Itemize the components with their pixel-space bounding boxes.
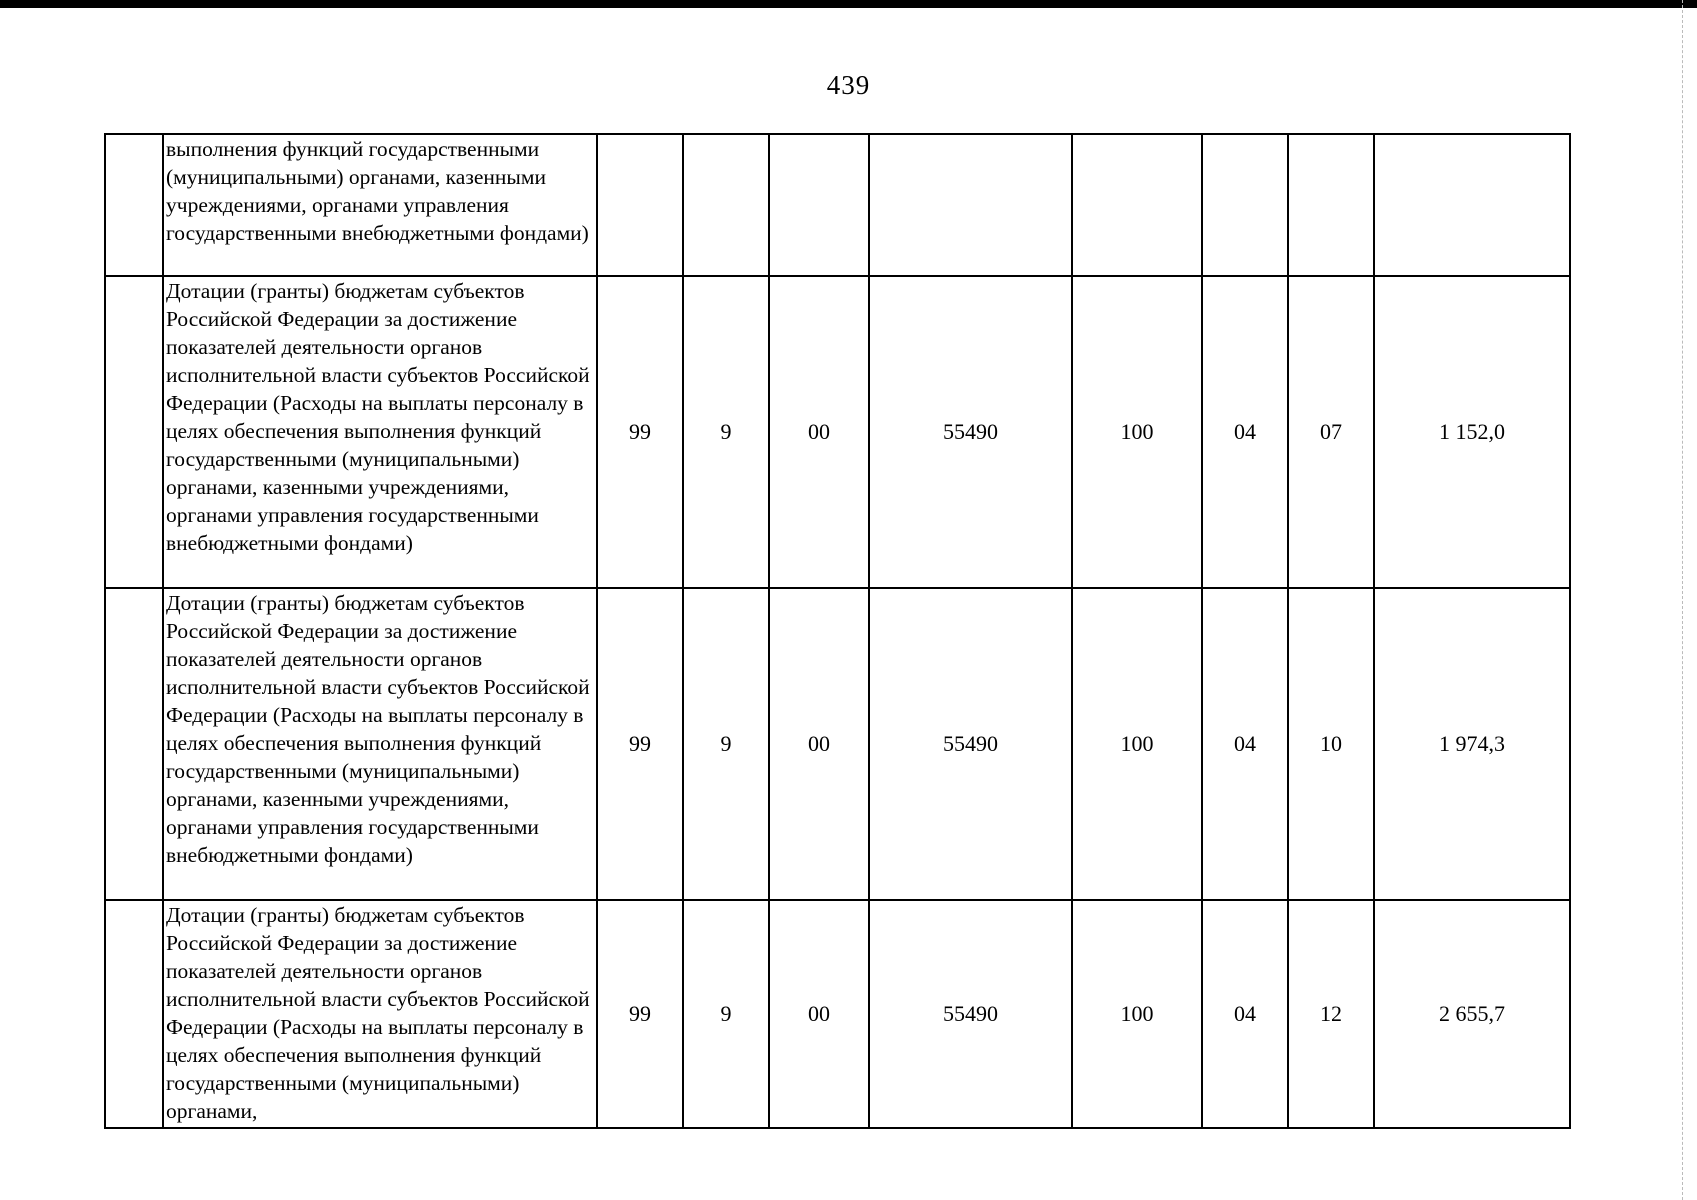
description-cell: выполнения функций государственными (муниципальными) органами, казенными учреждениями, органами управления государственными внебюджетными фондами) (163, 134, 597, 276)
subprogram-code-cell: 9 (683, 588, 769, 900)
activity-code-cell: 00 (769, 588, 869, 900)
direction-code-cell: 55490 (869, 276, 1072, 588)
row-number-cell (105, 588, 163, 900)
activity-code-cell (769, 134, 869, 276)
table-row (105, 134, 1570, 276)
subsection-code-cell: 10 (1288, 588, 1374, 900)
expense-type-cell: 100 (1072, 276, 1202, 588)
subsection-code-cell (1288, 134, 1374, 276)
program-code-cell: 99 (597, 900, 683, 1128)
section-code-cell: 04 (1202, 900, 1288, 1128)
table-row (105, 588, 1570, 900)
description-cell: Дотации (гранты) бюджетам субъектов Российской Федерации за достижение показателей деятельности органов исполнительной власти субъектов Российской Федерации (Расходы на выплаты персоналу в целях обеспечения выполнения функций государственными (муниципальными) органами, казенными учреждениями, органами управления государственными внебюджетными фондами) (163, 276, 597, 588)
budget-table (104, 133, 1571, 1129)
program-code-cell: 99 (597, 276, 683, 588)
amount-cell: 2 655,7 (1374, 900, 1570, 1128)
page-number: 439 (826, 70, 871, 100)
table-row (105, 276, 1570, 588)
direction-code-cell (869, 134, 1072, 276)
section-code-cell: 04 (1202, 588, 1288, 900)
program-code-cell (597, 134, 683, 276)
expense-type-cell (1072, 134, 1202, 276)
program-code-cell: 99 (597, 588, 683, 900)
table-row (105, 900, 1570, 1128)
expense-type-cell: 100 (1072, 588, 1202, 900)
row-number-cell (105, 134, 163, 276)
description-cell: Дотации (гранты) бюджетам субъектов Российской Федерации за достижение показателей деятельности органов исполнительной власти субъектов Российской Федерации (Расходы на выплаты персоналу в целях обеспечения выполнения функций государственными (муниципальными) органами, казенными учреждениями, органами управления государственными внебюджетными фондами) (163, 588, 597, 900)
section-code-cell (1202, 134, 1288, 276)
direction-code-cell: 55490 (869, 900, 1072, 1128)
expense-type-cell: 100 (1072, 900, 1202, 1128)
subsection-code-cell: 07 (1288, 276, 1374, 588)
row-number-cell (105, 900, 163, 1128)
amount-cell: 1 974,3 (1374, 588, 1570, 900)
amount-cell: 1 152,0 (1374, 276, 1570, 588)
activity-code-cell: 00 (769, 900, 869, 1128)
subprogram-code-cell (683, 134, 769, 276)
amount-cell (1374, 134, 1570, 276)
direction-code-cell: 55490 (869, 588, 1072, 900)
description-cell: Дотации (гранты) бюджетам субъектов Российской Федерации за достижение показателей деятельности органов исполнительной власти субъектов Российской Федерации (Расходы на выплаты персоналу в целях обеспечения выполнения функций государственными (муниципальными) органами, (163, 900, 597, 1128)
subprogram-code-cell: 9 (683, 276, 769, 588)
activity-code-cell: 00 (769, 276, 869, 588)
scan-border-right (1681, 0, 1683, 1200)
scan-border-top (0, 0, 1697, 8)
subprogram-code-cell: 9 (683, 900, 769, 1128)
section-code-cell: 04 (1202, 276, 1288, 588)
subsection-code-cell: 12 (1288, 900, 1374, 1128)
row-number-cell (105, 276, 163, 588)
